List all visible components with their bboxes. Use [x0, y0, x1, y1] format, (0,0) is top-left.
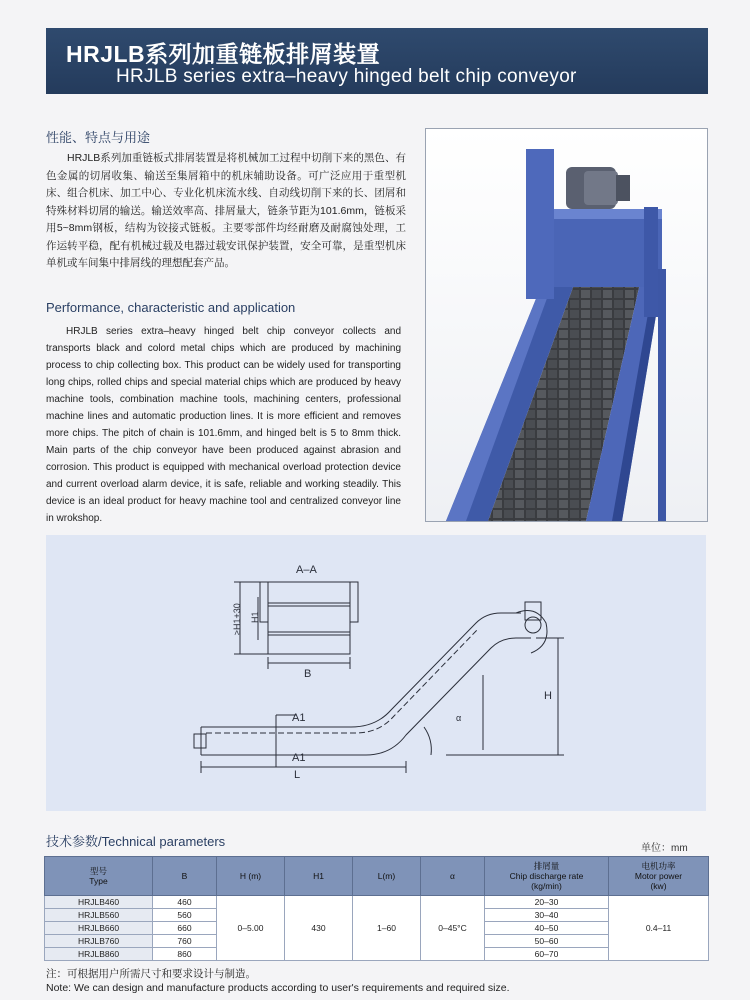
cell-type: HRJLB660 — [45, 922, 153, 935]
title-banner — [46, 28, 708, 94]
table-row — [45, 896, 709, 909]
cell-rate: 30–40 — [485, 909, 609, 922]
parameters-table — [44, 856, 709, 961]
product-photo — [425, 128, 708, 522]
tech-title: 技术参数/Technical parameters — [46, 834, 226, 849]
header-rate-zh: 排屑量 — [533, 861, 560, 871]
section-body-en: HRJLB series extra–heavy hinged belt chip conveyor collects and transports black and colord metal chips which are produced by machining process to chip collecting box. This product can be widely used for transporting long chips, rolled chips and special material chips which are produced by heavy machine tools, combination machine tools, machining centers, professional machine lines and automatic production lines. It is more efficient and removes more chips. The pitch of chain is 101.6mm, and hinged belt is 5 to 8mm thick. Main parts of the chip conveyor have been produced against abrasion and corrosion. This product is equipped with mechanical overload protection device and current overload alarm device, it is safe, reliable and working steadily. This device is an ideal product for heavy machine tool and centralized conveyor line in wrokshop. — [46, 326, 401, 524]
cell-b: 860 — [153, 948, 217, 961]
header-b: B — [153, 857, 217, 896]
unit-label: 单位：mm — [641, 843, 688, 854]
cell-rate: 40–50 — [485, 922, 609, 935]
cell-rate: 20–30 — [485, 896, 609, 909]
cell-b: 460 — [153, 896, 217, 909]
cell-type: HRJLB560 — [45, 909, 153, 922]
note-en: Note: We can design and manufacture products according to user's requirements and required size. — [46, 982, 510, 994]
header-type-zh: 型号 — [89, 866, 107, 876]
title-en: HRJLB series extra–heavy hinged belt chip conveyor — [116, 66, 577, 87]
cell-b: 760 — [153, 935, 217, 948]
cell-h: 0–5.00 — [217, 896, 285, 961]
section-title-en: Performance, characteristic and application — [46, 300, 296, 315]
cell-h1: 430 — [285, 896, 353, 961]
cell-power: 0.4–11 — [609, 896, 709, 961]
conveyor-photo-illustration — [426, 129, 707, 521]
header-power — [609, 857, 709, 896]
header-power-en2: (kw) — [650, 881, 667, 891]
note-zh: 注：可根据用户所需尺寸和要求设计与制造。 — [46, 968, 256, 980]
cell-b: 560 — [153, 909, 217, 922]
header-power-en1: Motor power — [634, 871, 683, 881]
cell-rate: 50–60 — [485, 935, 609, 948]
header-type-en: Type — [89, 876, 108, 886]
cell-type: HRJLB460 — [45, 896, 153, 909]
diagram-label-section: A–A — [296, 564, 317, 576]
header-type — [45, 857, 153, 896]
diagram-label-a1-bottom: A1 — [292, 752, 306, 764]
cell-type: HRJLB760 — [45, 935, 153, 948]
header-power-zh: 电机功率 — [641, 861, 676, 871]
cell-rate: 60–70 — [485, 948, 609, 961]
diagram-label-l: L — [294, 769, 301, 781]
dimension-diagram — [46, 535, 706, 811]
header-h1: H1 — [285, 857, 353, 896]
diagram-label-h1: H1 — [250, 611, 260, 623]
header-l: L(m) — [353, 857, 421, 896]
diagram-label-a1-top: A1 — [292, 712, 306, 724]
table-header-row — [45, 857, 709, 896]
header-h: H (m) — [217, 857, 285, 896]
diagram-label-h1-30: ≥H1+30 — [232, 603, 242, 635]
section-body-zh: HRJLB系列加重链板式排屑装置是将机械加工过程中切削下来的黑色、有色金属的切屑收集、输送至集屑箱中的机床辅助设备。可广泛应用于重型机床、组合机床、加工中心、专业化机床流水线、自动线切削下来的长、团屑和特殊材料切屑的输送。输送效率高、排屑量大，链条节距为101.6mm，链板采用5~8mm钢板，结构为铰接式链板。主要零部件均经耐磨及耐腐蚀处理，工作运转平稳，配有机械过载及电器过载安讯保护装置，安全可靠，是重型机床单机或车间集中排屑线的理想配套产品。 — [46, 152, 406, 269]
cell-b: 660 — [153, 922, 217, 935]
diagram-label-angle: α — [456, 713, 462, 723]
header-alpha: α — [421, 857, 485, 896]
conveyor-dimension-drawing — [46, 535, 706, 811]
header-rate-en1: Chip discharge rate — [509, 871, 584, 881]
header-rate — [485, 857, 609, 896]
cross-section-frame — [268, 582, 350, 654]
cell-l: 1–60 — [353, 896, 421, 961]
header-rate-en2: (kg/min) — [531, 881, 562, 891]
diagram-label-b: B — [304, 668, 312, 680]
diagram-label-h: H — [544, 690, 552, 702]
cell-alpha: 0–45°C — [421, 896, 485, 961]
cell-type: HRJLB860 — [45, 948, 153, 961]
title-zh: HRJLB系列加重链板排屑装置 — [66, 41, 381, 67]
section-title-zh: 性能、特点与用途 — [46, 130, 151, 145]
